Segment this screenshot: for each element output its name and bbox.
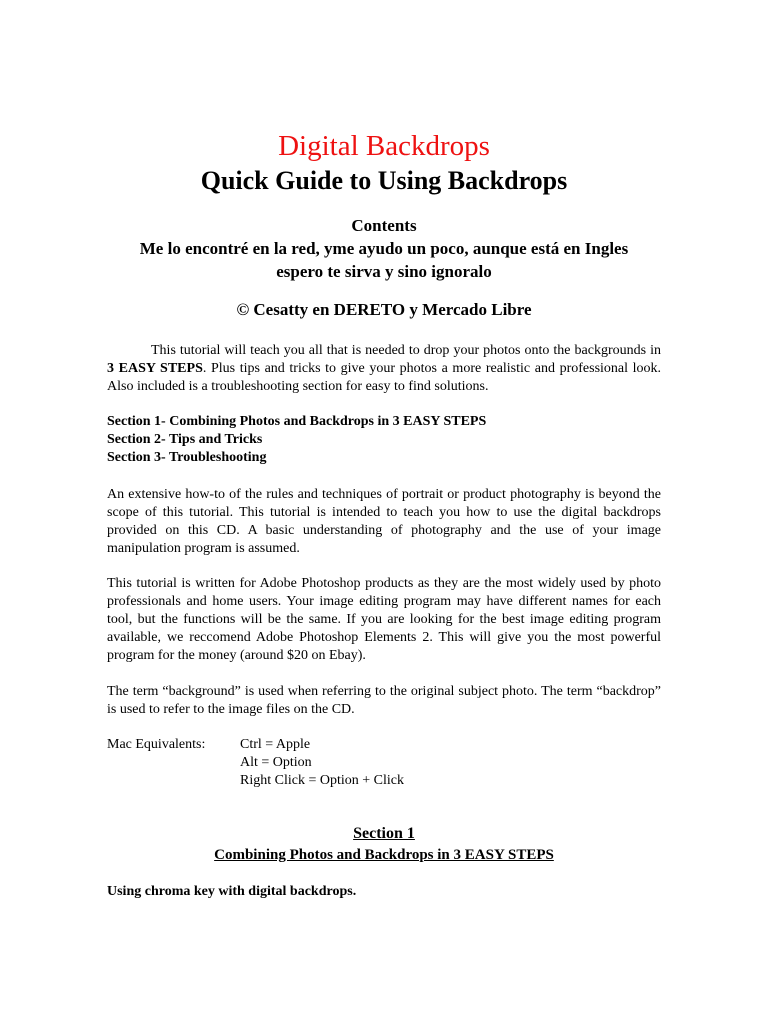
section-1-subheading: Combining Photos and Backdrops in 3 EASY STEPS — [214, 847, 554, 863]
mac-equivalent-right-click: Right Click = Option + Click — [240, 773, 404, 788]
mac-equivalent-ctrl: Ctrl = Apple — [240, 737, 311, 752]
contents-note-line-1: Me lo encontré en la red, yme ayudo un poco, aunque está en Ingles — [139, 239, 629, 258]
section-list-item-2: Section 2- Tips and Tricks — [107, 432, 263, 447]
mac-equivalents-label: Mac Equivalents: — [107, 737, 206, 752]
section-list-item-3: Section 3- Troubleshooting — [107, 450, 267, 465]
contents-heading: Contents — [351, 216, 417, 235]
section-list-item-1: Section 1- Combining Photos and Backdrops in 3 EASY STEPS — [107, 414, 487, 429]
section-1-heading: Section 1 — [353, 825, 415, 842]
section-1-first-topic: Using chroma key with digital backdrops. — [107, 884, 357, 899]
terms-paragraph: The term “background” is used when referring to the original subject photo. The term “backdrop” is used to refer to the image files on the CD. — [107, 684, 661, 717]
mac-equivalents-values — [240, 736, 540, 790]
contents-block — [107, 214, 661, 283]
sections-list — [107, 413, 661, 467]
copyright-line: © Cesatty en DERETO y Mercado Libre — [236, 300, 532, 319]
intro-text-start: This tutorial will teach you all that is needed to drop your photos onto the backgrounds in — [151, 343, 661, 358]
scope-paragraph: An extensive how-to of the rules and techniques of portrait or product photography is beyond the scope of this tutorial. This tutorial is intended to teach you how to use the digital backdrops provided on this CD. A basic understanding of photography and the use of your image manipulation program is assumed. — [107, 487, 661, 556]
mac-equivalent-alt: Alt = Option — [240, 755, 312, 770]
document-subtitle: Quick Guide to Using Backdrops — [200, 166, 568, 195]
intro-emphasis: 3 EASY STEPS — [107, 361, 203, 376]
contents-note-line-2: espero te sirva y sino ignoralo — [276, 262, 492, 281]
intro-text-end: . Plus tips and tricks to give your photos a more realistic and professional look. Also included is a troubleshooting section for easy to find solutions. — [107, 361, 662, 394]
photoshop-paragraph: This tutorial is written for Adobe Photoshop products as they are the most widely used by photo professionals and home users. Your image editing program may have different names for each tool, but the functions will be the same. If you are looking for the best image editing program available, we reccomend Adobe Photoshop Elements 2. This will give you the most powerful program for the money (around $20 on Ebay). — [107, 576, 661, 663]
intro-paragraph — [107, 342, 661, 396]
document-title: Digital Backdrops — [278, 130, 490, 162]
